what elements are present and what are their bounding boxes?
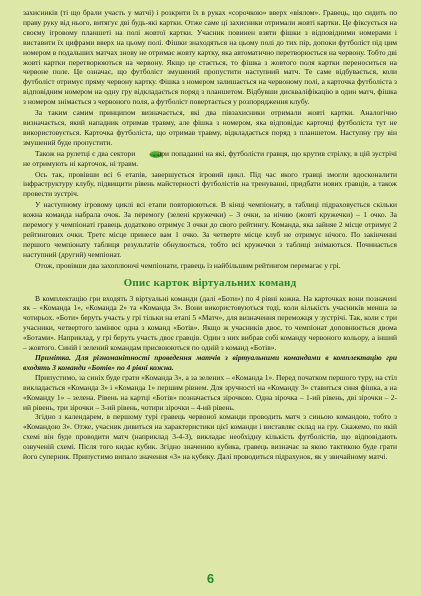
paragraph-bots-example: Припустимо, за синіх буде грати «Команда 3», а за зелених – «Команда 1». Перед початком першого туру, на стіл викладається «Команда 3» і «Команда 1» першим рівнем. Для зручності на «Команду 3» ставиться синя фішка, а на «Команду 1» – зелена. Рівень на картці «Ботів» позначається зірочкою. Одна зірочка – 1-ий рівень, дві зірочки – 2-ий рівень, три зірочки – 3-ий рівень, чотири зірочки – 4-ий рівень. (23, 372, 397, 412)
paragraph-note (23, 353, 397, 373)
paragraph-bots-match: Згідно з календарем, в першому турі гравець червоної команди проводить матч з синьою командою, тобто з «Командою 3». Отже, учасник дивиться на характеристики цієї команди і виставляє склад на гру. Скажемо, по якій схемі він буде проводити матч (наприклад 3-4-3), викладає необхідну кількість футболістів, що відповідають озвученій схемі. Після того кидає кубик. Згідно значенню кубика, гравець визначає за якою тактикою буде грати його суперник. Припустимо випало значення «3» на кубику. Далі проводиться підрахунок, як у звичайному матчі. (23, 412, 397, 462)
paragraph-roulette-sectors (23, 149, 397, 169)
paragraph-next-cycle: У наступному ігровому циклі всі етапи повторюються. В кінці чемпіонату, в таблиці підраховується скільки кожна команда набрала очок. За перемогу (зелені кружечки) – 3 очки, за нічию (жовті кружечки) – 1 очко. За перемогу у чемпіонаті гравець додатково отримує 3 очки до свого рейтингу. Команда, яка зайняе 2 місце отримує 2 рейтингових очки. Третє місце принесе вам 1 очко. За четверте місце клуб не отримує нічого. По закінченні першого чемпіонату таблиця результатів обнулюється, тобто всі кружечки з таблиці знімаються. Починається наступний (другий) чемпіонат. (23, 200, 397, 259)
roulette-sectors-text-start: Також на рулетці є два сектори (35, 148, 136, 158)
paragraph-cards-continuation: захисників (ті що брали участь у матчі) і розкрити їх в руках «сорочкою» вверх «віялом». Гравець, що сидить по праву руку від нього, витягує дві будь-які картки. Отже саме ці захисники отримали жовті картки. Це фіксується на своєму ігровому планшеті на полі жовтої картки. Учасник повинен взяти фішки з відповідними номерами і виставити їх цифрами вверх на цьому полі. Фішки знаходяться на цьому полі до тих пір, допоки футболіст під цим номером в подальших матчах знову не отримає жовту картку, яка автоматично перетворюється на червону. Тобто дві жовті картки перетворюються на червону. Якщо це стається, то фішка з жовтого поля картки переноситься на червоне поле. Це означає, що футболіст змушений пропустити наступний матч. Те саме відбувається, коли футболіст отримує пряму червону картку. Фішка з номером залишається на червоному полі, а карточка футболіста з відповідним номером на одну гру відкладається поряд з планшетом. Відбувши дискваліфікацію в один матч, фішка з номером знімається з червоного поля, а футболіст повертається у розпорядження клубу. (23, 8, 397, 107)
grass-sector-icon (137, 149, 151, 158)
page-number: 6 (206, 571, 215, 586)
note-text: Для різноманітності проведення матчів з віртуальними командами в комплектацію гри входять 3 команди «Ботів» по 4 рівні кожна. (23, 353, 397, 372)
section-heading: Опис карток віртуальних команд (123, 276, 297, 289)
paragraph-bots-intro: В комплектацію гри входять 3 віртуальні команди (далі «Боти») по 4 рівні кожна. На карточках вони позначені як – «Команда 1», «Команда 2» та «Команда 3». Вони використовуються тоді, коли кількість учасників менша за чотирьох. «Боти» беруть участь у грі тільки на етапі 5 «Матч», для визначення переможця у зустрічі. Так, коли є три учасники, четвертого замінює одна з команд «Ботів». Якщо ж учасників двоє, то чемпіонат доповнюється двома «Ботами». Наприклад, у грі беруть участь двоє гравців. Один з них вибрав собі команду червоного кольору, а інший – жовтого. Синій і зелений командам присвоюються по одній з команд «Ботів». (23, 293, 397, 353)
paragraph-winner: Отож, провівши два захоплюючі чемпіонати, гравець із найбільшим рейтингом перемагає у грі. (35, 260, 341, 270)
note-label: Примітка. (35, 353, 72, 362)
paragraph-cycle-end: Ось так, провівши всі 6 етапів, завершується ігровий цикл. Під час якого гравці змогли вдосконалити інфраструктуру клубу, підвищити рівень майстерності футболістів на тренуванні, придбати нових гравців, а також провести зустріч. (23, 169, 397, 199)
roulette-sectors-text-end: , при попаданні на які, футболісти гравця, що крутив стрілку, в цій зустрічі не отримують ні карточок, ні травм. (23, 148, 397, 168)
paragraph-midfielders: За таким самим принципом визначається, які два півзахисники отримали жовті картки. Аналогічно визначається, який нападник отримав травму, але фішка з номером, яка відповідає карточці футболіста тут не використовується. Карточка футболіста, що отримав травму, відкладається поряд з планшетом. Наступну гру він змушений буде пропустити. (23, 108, 397, 147)
